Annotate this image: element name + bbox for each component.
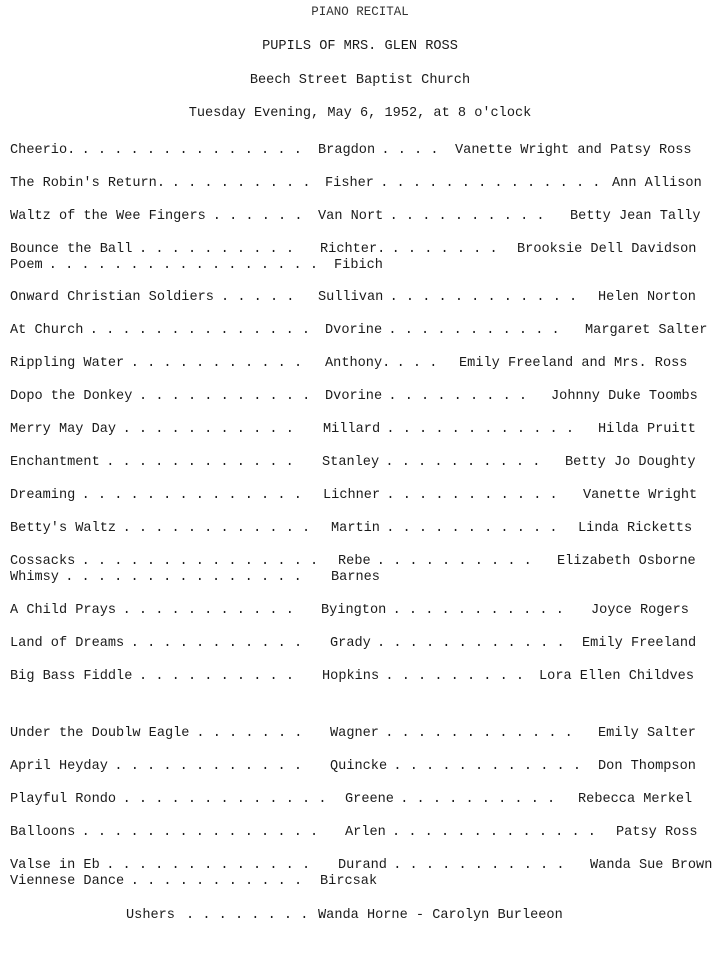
composer-name: Anthony.	[325, 356, 391, 371]
dot-leader: . . . . . . . . . . . .	[114, 759, 303, 774]
dot-leader: . . .	[396, 356, 438, 371]
piece-title: Onward Christian Soldiers	[10, 290, 214, 305]
dot-leader: . . . . . . . . . . .	[388, 323, 560, 338]
dot-leader: . . . . . . . . . . .	[130, 356, 303, 371]
performer-name: Rebecca Merkel	[578, 792, 693, 807]
dot-leader: . . . . . . . . . . . .	[377, 636, 565, 651]
composer-name: Van Nort	[318, 209, 384, 224]
program-row	[0, 290, 720, 308]
performer-name: Johnny Duke Toombs	[551, 389, 698, 404]
dot-leader: . . . . . . .	[196, 726, 303, 741]
dot-leader: . . . . . . . . . . .	[130, 636, 303, 651]
dot-leader: . . . . . . . . . . .	[139, 389, 311, 404]
composer-name: Dvorine	[325, 323, 383, 338]
piece-title: Whimsy	[10, 570, 59, 585]
program-row	[0, 488, 720, 506]
dot-leader: . . . . . . . . . . . .	[385, 726, 573, 741]
composer-name: Millard	[323, 422, 381, 437]
piece-title: Dopo the Donkey	[10, 389, 133, 404]
dot-leader: . . . . . . . . . .	[139, 669, 294, 684]
piece-title: The Robin's Return.	[10, 176, 165, 191]
dot-leader: . . . . . . . . . . . .	[389, 290, 578, 305]
dot-leader: . . . . . . . . . . .	[386, 521, 558, 536]
dot-leader: . . . . . . . . . .	[385, 455, 541, 470]
composer-name: Rebe	[338, 554, 371, 569]
dot-leader: . . . . . . . . . . .	[130, 874, 303, 889]
dot-leader: . . . . . . . . . . . . . . .	[81, 825, 319, 840]
dot-leader: . . . . . . . . . . . . . .	[81, 143, 302, 158]
dot-leader: . . . . . . . . . . . .	[393, 759, 582, 774]
performer-name: Vanette Wright and Patsy Ross	[455, 143, 692, 158]
performer-name: Linda Ricketts	[578, 521, 693, 536]
composer-name: Lichner	[323, 488, 381, 503]
program-row	[0, 356, 720, 374]
piece-title: At Church	[10, 323, 84, 338]
dot-leader: . . . . . . . . . . .	[393, 858, 565, 873]
program-row	[0, 792, 720, 810]
dot-leader: . . . . . . . . . . .	[122, 603, 294, 618]
dot-leader: . . . . . . . . . .	[400, 792, 556, 807]
ushers-leader: . . . . . . . . .	[186, 908, 325, 923]
composer-name: Hopkins	[322, 669, 380, 684]
piece-title: Dreaming	[10, 488, 76, 503]
piece-title: Big Bass Fiddle	[10, 669, 133, 684]
composer-name: Sullivan	[318, 290, 384, 305]
piece-title: Playful Rondo	[10, 792, 117, 807]
dot-leader: . . . . . . . . . .	[389, 209, 545, 224]
program-row	[0, 874, 720, 892]
composer-name: Quincke	[330, 759, 388, 774]
dot-leader: . . . . . . .	[391, 242, 498, 257]
dot-leader: . . . . . . . . . . . . . .	[380, 176, 601, 191]
performer-name: Betty Jean Tally	[570, 209, 701, 224]
program-row	[0, 323, 720, 341]
piece-title: Waltz of the Wee Fingers	[10, 209, 206, 224]
dot-leader: . . . . .	[221, 290, 295, 305]
piece-title: Merry May Day	[10, 422, 117, 437]
piece-title: April Heyday	[10, 759, 108, 774]
program-row	[0, 422, 720, 440]
dot-leader: . . . . . . . . . . . . . .	[89, 323, 311, 338]
program-row	[0, 258, 720, 276]
dot-leader: . . . . . . . . . .	[376, 554, 532, 569]
piece-title: Enchantment	[10, 455, 100, 470]
composer-name: Greene	[345, 792, 394, 807]
ushers-label: Ushers	[126, 908, 175, 923]
composer-name: Fibich	[334, 258, 383, 273]
program-row	[0, 389, 720, 407]
dot-leader: . . . . . . . . .	[388, 389, 528, 404]
piece-title: Cheerio.	[10, 143, 76, 158]
performer-name: Hilda Pruitt	[598, 422, 696, 437]
dot-leader: . . . . . . . . . . .	[392, 603, 564, 618]
program-row	[0, 603, 720, 621]
performer-name: Patsy Ross	[616, 825, 698, 840]
piece-title: Betty's Waltz	[10, 521, 117, 536]
dot-leader: . . . . . . . . .	[385, 669, 525, 684]
performer-name: Lora Ellen Childves	[539, 669, 694, 684]
performer-name: Wanda Sue Brown	[590, 858, 713, 873]
dot-leader: . . . . . . . . . . . . . . .	[81, 554, 319, 569]
dot-leader: . . . . . . . . . . . .	[106, 455, 294, 470]
composer-name: Dvorine	[325, 389, 383, 404]
program-row	[0, 455, 720, 473]
piece-title: Bounce the Ball	[10, 242, 133, 257]
dot-leader: . . . . . . . . . . . . . .	[81, 488, 302, 503]
composer-name: Byington	[321, 603, 387, 618]
dot-leader: . . . . . . . . . . .	[122, 422, 294, 437]
performer-name: Vanette Wright	[583, 488, 698, 503]
teacher-heading: PUPILS OF MRS. GLEN ROSS	[262, 39, 458, 54]
performer-name: Betty Jo Doughty	[565, 455, 696, 470]
piece-title: Rippling Water	[10, 356, 125, 371]
performer-name: Don Thompson	[598, 759, 696, 774]
dot-leader: . . . .	[381, 143, 439, 158]
dot-leader: . . . . . . . . . . .	[386, 488, 558, 503]
piece-title: Valse in Eb	[10, 858, 100, 873]
dot-leader: . . . . . . . . . . . . .	[392, 825, 596, 840]
composer-name: Bircsak	[320, 874, 378, 889]
dot-leader: . . . . . . . . . . . .	[122, 521, 311, 536]
dot-leader: . . . . . . . . . . . . .	[106, 858, 311, 873]
composer-name: Wagner	[330, 726, 379, 741]
program-row	[0, 726, 720, 744]
program-row	[0, 669, 720, 687]
dot-leader: . . . . . . . . .	[171, 176, 311, 191]
composer-name: Barnes	[331, 570, 380, 585]
performer-name: Emily Freeland and Mrs. Ross	[459, 356, 688, 371]
program-row	[0, 176, 720, 194]
composer-name: Stanley	[322, 455, 380, 470]
dot-leader: . . . . . . . . . . . . . . .	[65, 570, 302, 585]
performer-name: Joyce Rogers	[591, 603, 689, 618]
ushers-names: Wanda Horne - Carolyn Burleeon	[318, 908, 563, 923]
piece-title: Poem	[10, 258, 43, 273]
program-row	[0, 825, 720, 843]
composer-name: Martin	[331, 521, 380, 536]
performer-name: Margaret Salter	[585, 323, 708, 338]
dot-leader: . . . . . . . . . . . .	[386, 422, 575, 437]
piece-title: A Child Prays	[10, 603, 117, 618]
dot-leader: . . . . . . . . . .	[139, 242, 294, 257]
recital-heading: PIANO RECITAL	[311, 5, 409, 19]
composer-name: Richter.	[320, 242, 386, 257]
performer-name: Brooksie Dell Davidson	[517, 242, 697, 257]
performer-name: Emily Freeland	[582, 636, 697, 651]
piece-title: Balloons	[10, 825, 76, 840]
program-row	[0, 570, 720, 588]
composer-name: Bragdon	[318, 143, 376, 158]
piece-title: Viennese Dance	[10, 874, 125, 889]
performer-name: Helen Norton	[598, 290, 696, 305]
date-heading: Tuesday Evening, May 6, 1952, at 8 o'clock	[188, 106, 532, 121]
composer-name: Grady	[330, 636, 371, 651]
ushers-line	[0, 908, 720, 968]
dot-leader: . . . . . .	[212, 209, 303, 224]
program-row	[0, 209, 720, 227]
performer-name: Ann Allison	[612, 176, 702, 191]
dot-leader: . . . . . . . . . . . . . . . . .	[48, 258, 318, 273]
performer-name: Emily Salter	[598, 726, 696, 741]
program-row	[0, 759, 720, 777]
composer-name: Fisher	[325, 176, 374, 191]
piece-title: Cossacks	[10, 554, 76, 569]
dot-leader: . . . . . . . . . . . . .	[122, 792, 327, 807]
performer-name: Elizabeth Osborne	[557, 554, 696, 569]
venue-heading: Beech Street Baptist Church	[249, 73, 471, 88]
program-row	[0, 521, 720, 539]
program-row	[0, 636, 720, 654]
composer-name: Arlen	[345, 825, 386, 840]
piece-title: Land of Dreams	[10, 636, 125, 651]
composer-name: Durand	[338, 858, 387, 873]
program-row	[0, 143, 720, 161]
piece-title: Under the Doublw Eagle	[10, 726, 190, 741]
